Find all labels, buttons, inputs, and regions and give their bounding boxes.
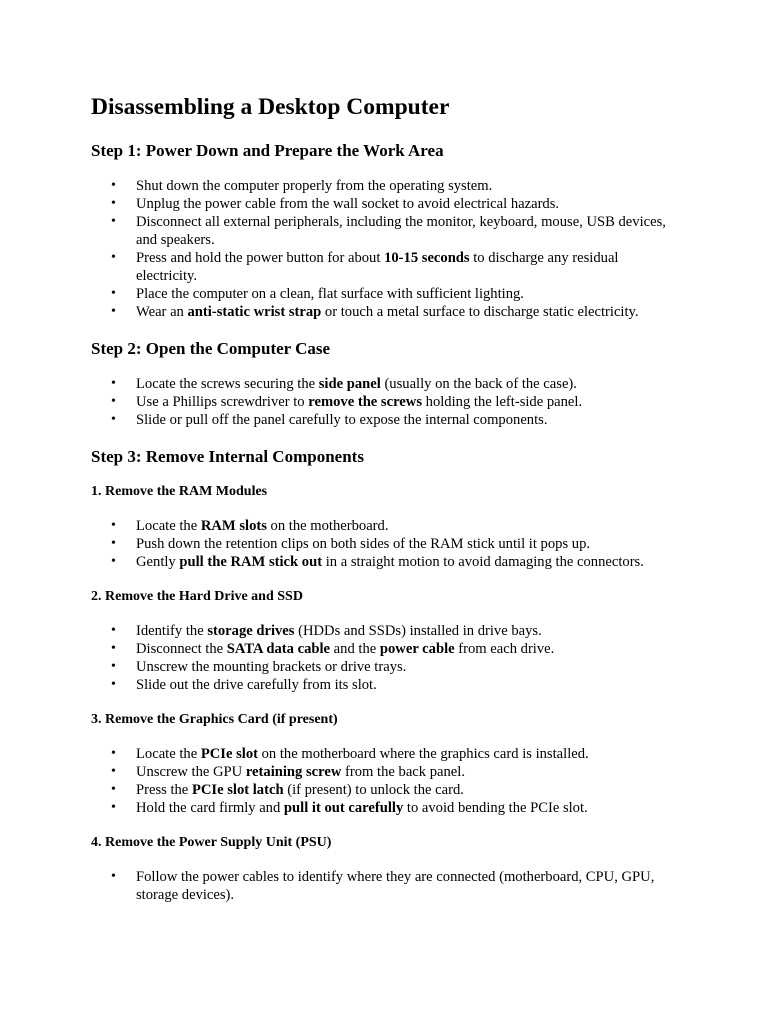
sub3-list	[91, 745, 681, 817]
document-content	[91, 93, 681, 904]
list-item: • Identify the storage drives (HDDs and SSDs) installed in drive bays.	[91, 622, 681, 640]
list-item: • Slide or pull off the panel carefully to expose the internal components.	[91, 411, 681, 429]
list-item: • Press and hold the power button for about 10-15 seconds to discharge any residual electricity.	[91, 249, 681, 285]
list-item: • Slide out the drive carefully from its slot.	[91, 676, 681, 694]
list-item: • Locate the screws securing the side panel (usually on the back of the case).	[91, 375, 681, 393]
step3-heading: Step 3: Remove Internal Components	[91, 447, 364, 466]
list-item: • Unscrew the mounting brackets or drive trays.	[91, 658, 681, 676]
sub4-heading: 4. Remove the Power Supply Unit (PSU)	[91, 835, 332, 850]
list-item: • Push down the retention clips on both sides of the RAM stick until it pops up.	[91, 535, 681, 553]
document-title: Disassembling a Desktop Computer	[91, 94, 450, 120]
sub4-list	[91, 868, 681, 904]
step1-heading: Step 1: Power Down and Prepare the Work Area	[91, 141, 444, 160]
step2-list	[91, 375, 681, 429]
list-item: • Unplug the power cable from the wall socket to avoid electrical hazards.	[91, 195, 681, 213]
step1-list	[91, 177, 681, 321]
sub3-heading: 3. Remove the Graphics Card (if present)	[91, 712, 338, 727]
step2-heading: Step 2: Open the Computer Case	[91, 339, 331, 358]
sub1-heading: 1. Remove the RAM Modules	[91, 484, 268, 499]
sub1-list	[91, 517, 681, 571]
list-item: • Gently pull the RAM stick out in a straight motion to avoid damaging the connectors.	[91, 553, 681, 571]
list-item: • Unscrew the GPU retaining screw from the back panel.	[91, 763, 681, 781]
sub2-heading: 2. Remove the Hard Drive and SSD	[91, 589, 303, 604]
list-item: • Disconnect all external peripherals, including the monitor, keyboard, mouse, USB devices, and speakers.	[91, 213, 681, 249]
list-item: • Place the computer on a clean, flat surface with sufficient lighting.	[91, 285, 681, 303]
list-item: • Follow the power cables to identify where they are connected (motherboard, CPU, GPU, storage devices).	[91, 868, 681, 904]
list-item: • Press the PCIe slot latch (if present) to unlock the card.	[91, 781, 681, 799]
list-item: • Hold the card firmly and pull it out carefully to avoid bending the PCIe slot.	[91, 799, 681, 817]
list-item: • Shut down the computer properly from the operating system.	[91, 177, 681, 195]
list-item: • Wear an anti-static wrist strap or touch a metal surface to discharge static electricity.	[91, 303, 681, 321]
list-item: • Locate the RAM slots on the motherboard.	[91, 517, 681, 535]
sub2-list	[91, 622, 681, 694]
list-item: • Use a Phillips screwdriver to remove the screws holding the left-side panel.	[91, 393, 681, 411]
list-item: • Disconnect the SATA data cable and the power cable from each drive.	[91, 640, 681, 658]
list-item: • Locate the PCIe slot on the motherboard where the graphics card is installed.	[91, 745, 681, 763]
